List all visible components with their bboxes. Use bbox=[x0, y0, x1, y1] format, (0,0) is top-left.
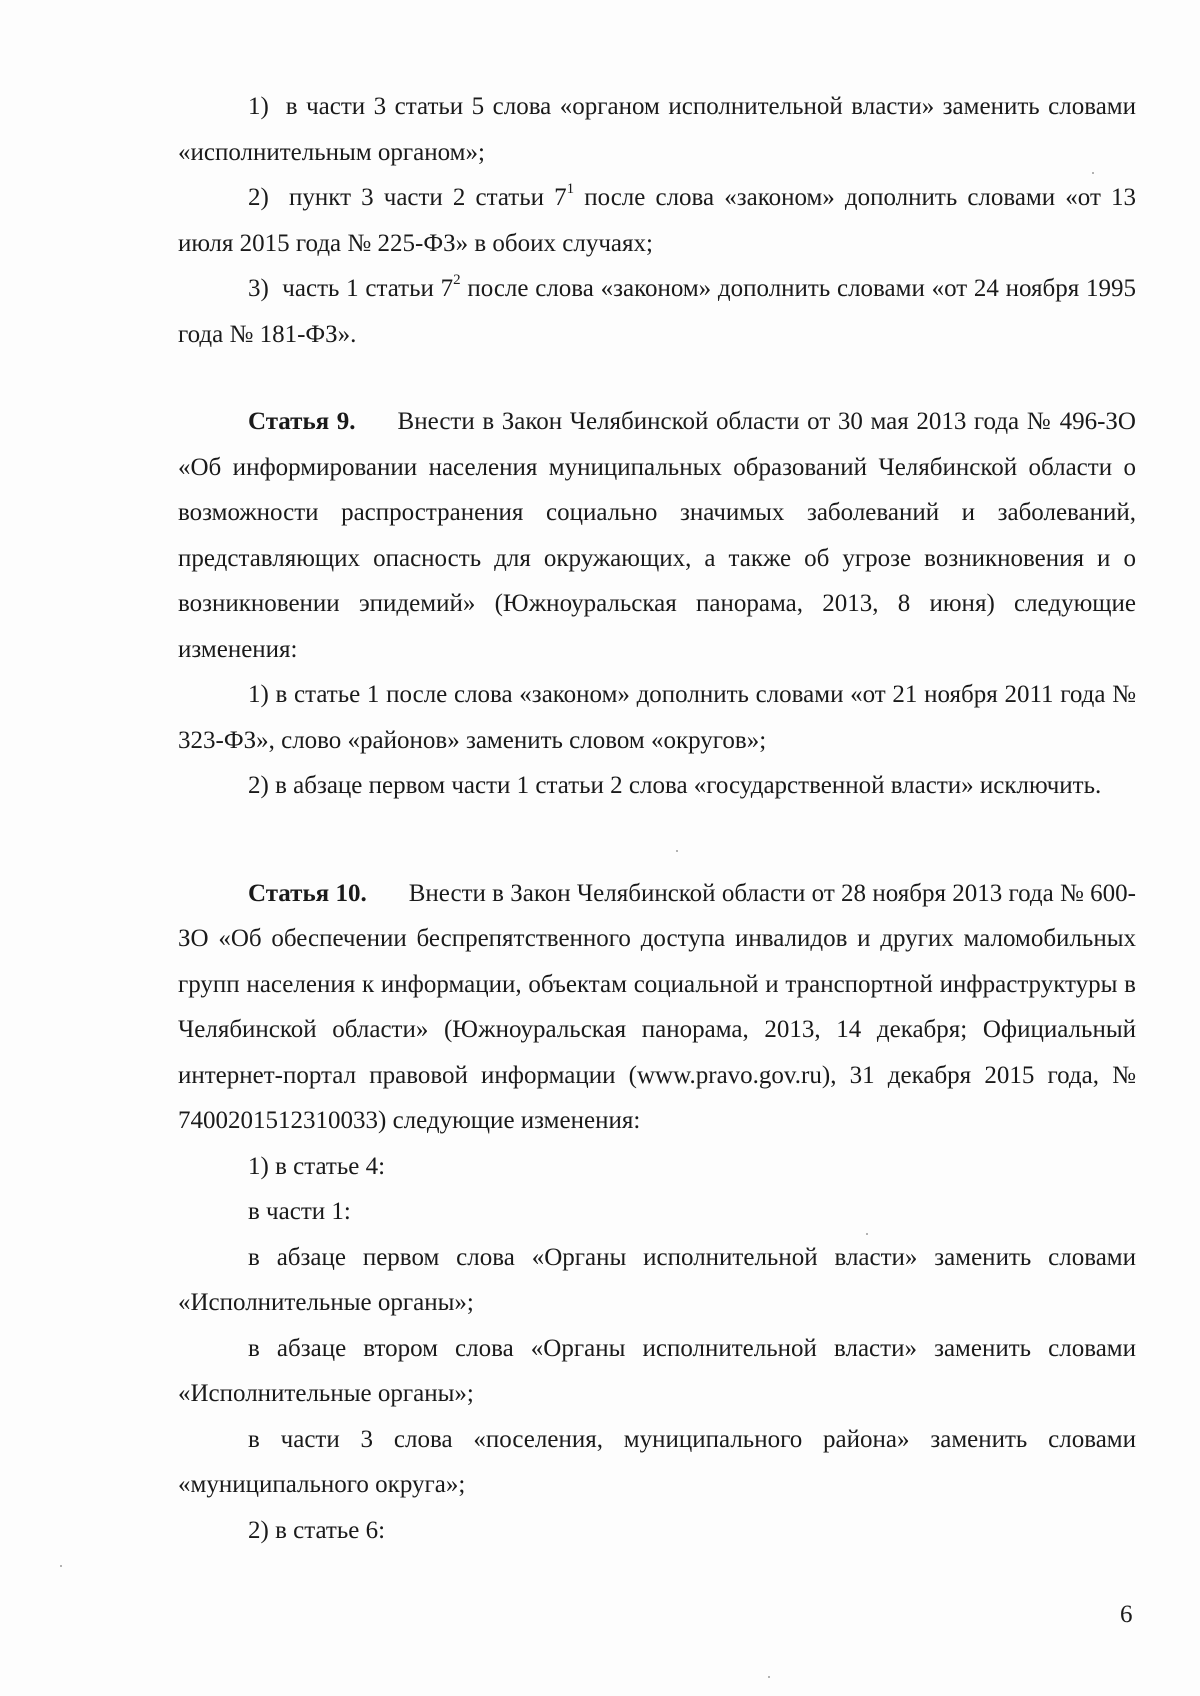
article-10-item-6: 2) в статье 6: bbox=[248, 1516, 386, 1544]
article-10-item-5: в части 3 слова «поселения, муниципального района» заменить словами «муниципального округа»; bbox=[178, 1425, 1136, 1498]
article-10-intro bbox=[178, 871, 1136, 1144]
article-10-item-4: в абзаце втором слова «Органы исполнительной власти» заменить словами «Исполнительные органы»; bbox=[178, 1334, 1136, 1407]
document-body bbox=[178, 84, 1136, 1553]
article-10-item-2: в части 1: bbox=[248, 1198, 351, 1225]
list-item-3: 3) часть 1 статьи $7^2$ после слова «законом» дополнить словами «от 24 ноября 1995 года № 181-ФЗ». bbox=[178, 272, 1136, 348]
article-9-text: Внести в Закон Челябинской области от 30 мая 2013 года № 496-ЗО «Об информировании населения муниципальных образований Челябинской области о возможности распространения социально значимых заболеваний и заболеваний, представляющих опасность для окружающих, а также об угрозе возникновения и о возникновении эпидемий» (Южноуральская панорама, 2013, 8 июня) следующие изменения: bbox=[178, 408, 1136, 663]
scan-speck bbox=[1092, 172, 1094, 174]
list-item-1: 1) в части 3 статьи 5 слова «органом исполнительной власти» заменить словами «исполнительным органом»; bbox=[178, 93, 1136, 166]
article-10-item-3: в абзаце первом слова «Органы исполнительной власти» заменить словами «Исполнительные органы»; bbox=[178, 1243, 1136, 1316]
article-10-text: Внести в Закон Челябинской области от 28 ноября 2013 года № 600-ЗО «Об обеспечении беспрепятственного доступа инвалидов и других маломобильных групп населения к информации, объектам социальной и транспортной инфраструктуры в Челябинской области» (Южноуральская панорама, 2013, 14 декабря; Официальный интернет-портал правовой информации (www.pravo.gov.ru), 31 декабря 2015 года, № 7400201512310033) следующие изменения: bbox=[178, 879, 1136, 1134]
article-9-intro bbox=[178, 399, 1136, 672]
scan-speck bbox=[768, 1676, 770, 1678]
article-10-title: Статья 10. bbox=[248, 879, 367, 907]
article-10-item-1: 1) в статье 4: bbox=[248, 1152, 386, 1180]
article-9-item-1: 1) в статье 1 после слова «законом» дополнить словами «от 21 ноября 2011 года № 323-ФЗ», слово «районов» заменить словом «округов»; bbox=[178, 681, 1136, 754]
scan-speck bbox=[866, 1233, 868, 1235]
article-9-title: Статья 9. bbox=[248, 408, 356, 435]
article-9-item-2: 2) в абзаце первом части 1 статьи 2 слова «государственной власти» исключить. bbox=[248, 772, 1102, 799]
page-number: 6 bbox=[1120, 1601, 1133, 1628]
scan-speck bbox=[60, 1565, 62, 1567]
scan-speck bbox=[676, 850, 678, 852]
list-item-2: 2) пункт 3 части 2 статьи $7^1$ после слова «законом» дополнить словами «от 13 июля 2015 года № 225-ФЗ» в обоих случаях; bbox=[178, 181, 1136, 257]
